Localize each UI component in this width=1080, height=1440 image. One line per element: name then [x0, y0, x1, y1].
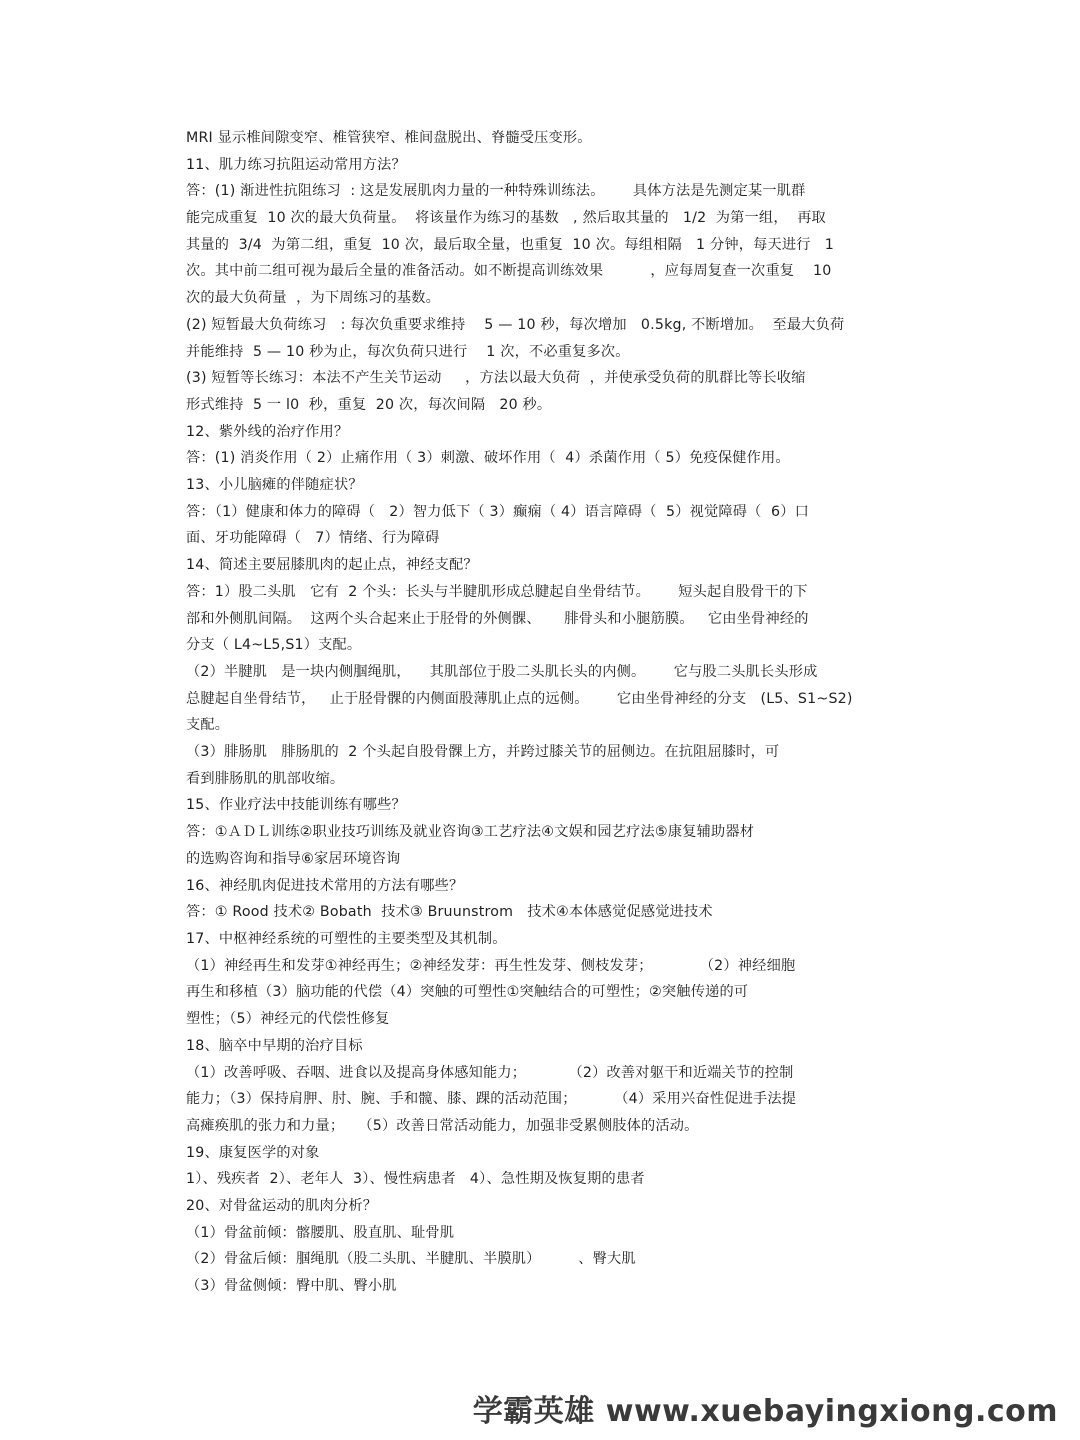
text-line: 形式维持 5 一 l0 秒，重复 20 次，每次间隔 20 秒。: [186, 397, 552, 413]
watermark: 学霸英雄 www.xuebayingxiong.com: [472, 1394, 1058, 1429]
text-line: 高瘫痪肌的张力和力量； （5）改善日常活动能力，加强非受累侧肢体的活动。: [186, 1118, 699, 1134]
text-line: 次。其中前二组可视为最后全量的准备活动。如不断提高训练效果 ，应每周复查一次重复 10: [186, 263, 832, 279]
text-line: （2）骨盆后倾：腘绳肌（股二头肌、半腱肌、半膜肌） 、臀大肌: [186, 1251, 636, 1267]
text-line: （3）骨盆侧倾：臀中肌、臀小肌: [186, 1278, 397, 1294]
text-line: （1）神经再生和发芽①神经再生；②神经发芽：再生性发芽、侧枝发芽； （2）神经细胞: [186, 958, 796, 974]
text-line: (2) 短暂最大负荷练习 : 每次负重要求维持 5 — 10 秒，每次增加 0.5kg, 不断增加。 至最大负荷: [186, 317, 845, 333]
question-heading: 16、神经肌肉促进技术常用的方法有哪些？: [186, 878, 464, 894]
text-line: 能完成重复 10 次的最大负荷量。 将该量作为练习的基数 , 然后取其量的 1/2 为第一组， 再取: [186, 210, 826, 226]
question-heading: 17、中枢神经系统的可塑性的主要类型及其机制。: [186, 931, 507, 947]
text-line: （3）腓肠肌 腓肠肌的 2 个头起自股骨髁上方，并跨过膝关节的屈侧边。在抗阻屈膝时，可: [186, 744, 780, 760]
question-heading: 12、紫外线的治疗作用？: [186, 424, 349, 440]
text-line: 部和外侧肌间隔。 这两个头合起来止于胫骨的外侧髁、 腓骨头和小腿筋膜。 它由坐骨神经的: [186, 611, 809, 627]
text-line: 答：1）股二头肌 它有 2 个头：长头与半腱肌形成总腱起自坐骨结节。 短头起自股骨干的下: [186, 584, 808, 600]
text-line: 其量的 3/4 为第二组，重复 10 次，最后取全量，也重复 10 次。每组相隔 1 分钟，每天进行 1: [186, 237, 835, 253]
text-line: 答：(1) 消炎作用（ 2）止痛作用（ 3）刺激、破坏作用（ 4）杀菌作用（ 5）免疫保健作用。: [186, 450, 790, 466]
question-heading: 14、简述主要屈膝肌肉的起止点，神经支配？: [186, 557, 478, 573]
text-line: 总腱起自坐骨结节， 止于胫骨髁的内侧面股薄肌止点的远侧。 它由坐骨神经的分支 (L5、S1~S2): [186, 691, 853, 707]
text-line: 再生和移植（3）脑功能的代偿（4）突触的可塑性①突触结合的可塑性；②突触传递的可: [186, 984, 749, 1000]
text-line: 支配。: [186, 717, 230, 733]
text-line: 面、牙功能障碍（ 7）情绪、行为障碍: [186, 530, 440, 546]
text-line: 塑性；（5）神经元的代偿性修复: [186, 1011, 390, 1027]
text-line: （1）改善呼吸、吞咽、进食以及提高身体感知能力； （2）改善对躯干和近端关节的控制: [186, 1065, 794, 1081]
text-line: 分支（ L4~L5,S1）支配。: [186, 637, 362, 653]
question-heading: 18、脑卒中早期的治疗目标: [186, 1038, 363, 1054]
question-heading: 19、康复医学的对象: [186, 1145, 320, 1161]
question-heading: 11、肌力练习抗阻运动常用方法？: [186, 157, 406, 173]
text-line: (3) 短暂等长练习：本法不产生关节运动 ，方法以最大负荷 ，并使承受负荷的肌群比等长收缩: [186, 370, 806, 386]
text-line: 答：①ＡＤＬ训练②职业技巧训练及就业咨询③工艺疗法④文娱和园艺疗法⑤康复辅助器材: [186, 824, 755, 840]
question-heading: 13、小儿脑瘫的伴随症状？: [186, 477, 363, 493]
text-line: 答：① Rood 技术② Bobath 技术③ Bruunstrom 技术④本体感觉促感觉进技术: [186, 904, 713, 920]
text-line: （2）半腱肌 是一块内侧腘绳肌， 其肌部位于股二头肌长头的内侧。 它与股二头肌长头形成: [186, 664, 818, 680]
text-line: 能力；（3）保持肩胛、肘、腕、手和髋、膝、踝的活动范围； （4）采用兴奋性促进手法提: [186, 1091, 797, 1107]
text-line: 答：(1) 渐进性抗阻练习 : 这是发展肌肉力量的一种特殊训练法。 具体方法是先测定某一肌群: [186, 183, 806, 199]
text-line: 次的最大负荷量 ，为下周练习的基数。: [186, 290, 441, 306]
text-line: MRI 显示椎间隙变窄、椎管狭窄、椎间盘脱出、脊髓受压变形。: [186, 130, 592, 146]
question-heading: 20、对骨盆运动的肌肉分析？: [186, 1198, 378, 1214]
text-line: 看到腓肠肌的肌部收缩。: [186, 771, 345, 787]
text-line: 并能维持 5 — 10 秒为止，每次负荷只进行 1 次，不必重复多次。: [186, 344, 630, 360]
text-line: 的选购咨询和指导⑥家居环境咨询: [186, 851, 401, 867]
text-line: 答：（1）健康和体力的障碍（ 2）智力低下（ 3）癫痫（ 4）语言障碍（ 5）视觉障碍（ 6）口: [186, 504, 809, 520]
text-line: （1）骨盆前倾：髂腰肌、股直肌、耻骨肌: [186, 1225, 455, 1241]
text-line: 1）、残疾者 2）、老年人 3）、慢性病患者 4）、急性期及恢复期的患者: [186, 1171, 645, 1187]
question-heading: 15、作业疗法中技能训练有哪些？: [186, 797, 406, 813]
